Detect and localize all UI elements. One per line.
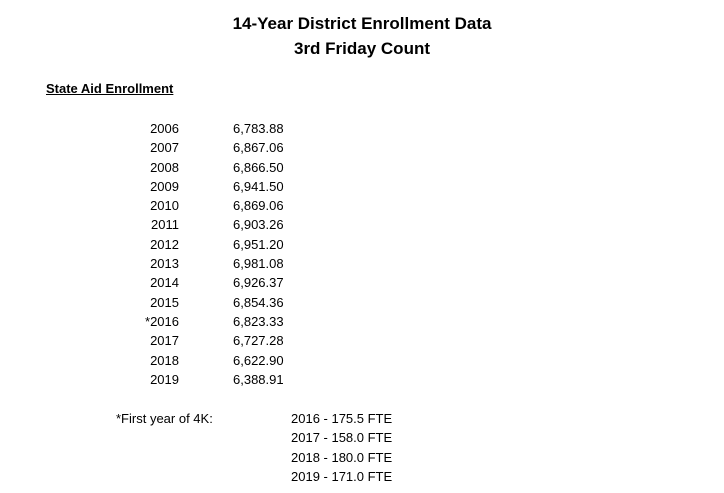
table-row	[0, 370, 724, 389]
year-cell: 2006	[150, 121, 179, 136]
table-row	[0, 312, 724, 331]
enrollment-value-cell: 6,869.06	[233, 198, 284, 214]
enrollment-value-cell: 6,823.33	[233, 313, 284, 329]
table-row	[0, 158, 724, 177]
year-cell: 2017	[150, 333, 179, 349]
enrollment-value-cell: 6,903.26	[233, 217, 284, 233]
page-subtitle: 3rd Friday Count	[293, 39, 430, 58]
enrollment-value-cell: 6,783.88	[233, 121, 284, 136]
table-row	[0, 138, 724, 157]
enrollment-value-cell: 6,951.20	[233, 236, 284, 252]
year-cell: 2009	[150, 178, 179, 194]
enrollment-value-cell: 6,854.36	[233, 294, 284, 310]
year-cell: 2007	[150, 140, 179, 156]
table-row	[0, 119, 724, 138]
table-row	[0, 331, 724, 350]
enrollment-value-cell: 6,727.28	[233, 333, 284, 349]
enrollment-value-cell: 6,622.90	[233, 352, 284, 368]
enrollment-value-cell: 6,941.50	[233, 178, 284, 194]
section-heading: State Aid Enrollment	[46, 81, 174, 96]
fte-item: 2016 - 175.5 FTE	[291, 411, 393, 426]
table-row	[0, 215, 724, 234]
table-row	[0, 235, 724, 254]
enrollment-value-cell: 6,981.08	[233, 256, 284, 272]
table-row	[0, 273, 724, 292]
year-cell: 2013	[150, 256, 179, 272]
fte-item: 2017 - 158.0 FTE	[291, 430, 393, 446]
year-cell: *2016	[145, 313, 179, 329]
year-cell: 2012	[150, 236, 179, 252]
fte-list	[291, 409, 392, 486]
year-cell: 2014	[150, 275, 179, 291]
table-row	[0, 177, 724, 196]
year-cell: 2018	[150, 352, 179, 368]
year-cell: 2011	[151, 217, 179, 233]
enrollment-value-cell: 6,388.91	[233, 371, 284, 387]
year-cell: 2015	[150, 294, 179, 310]
year-cell: 2019	[150, 371, 179, 387]
year-cell: 2010	[150, 198, 179, 214]
table-row	[0, 196, 724, 215]
enrollment-value-cell: 6,867.06	[233, 140, 284, 156]
enrollment-value-cell: 6,866.50	[233, 159, 284, 175]
fte-item: 2019 - 171.0 FTE	[291, 468, 393, 484]
table-row	[0, 351, 724, 370]
footnote-label: *First year of 4K:	[116, 411, 213, 426]
year-cell: 2008	[150, 159, 179, 175]
fte-item: 2018 - 180.0 FTE	[291, 449, 393, 465]
table-row	[0, 254, 724, 273]
page-title: 14-Year District Enrollment Data	[232, 14, 492, 33]
table-row	[0, 293, 724, 312]
enrollment-table	[0, 119, 724, 389]
enrollment-value-cell: 6,926.37	[233, 275, 284, 291]
